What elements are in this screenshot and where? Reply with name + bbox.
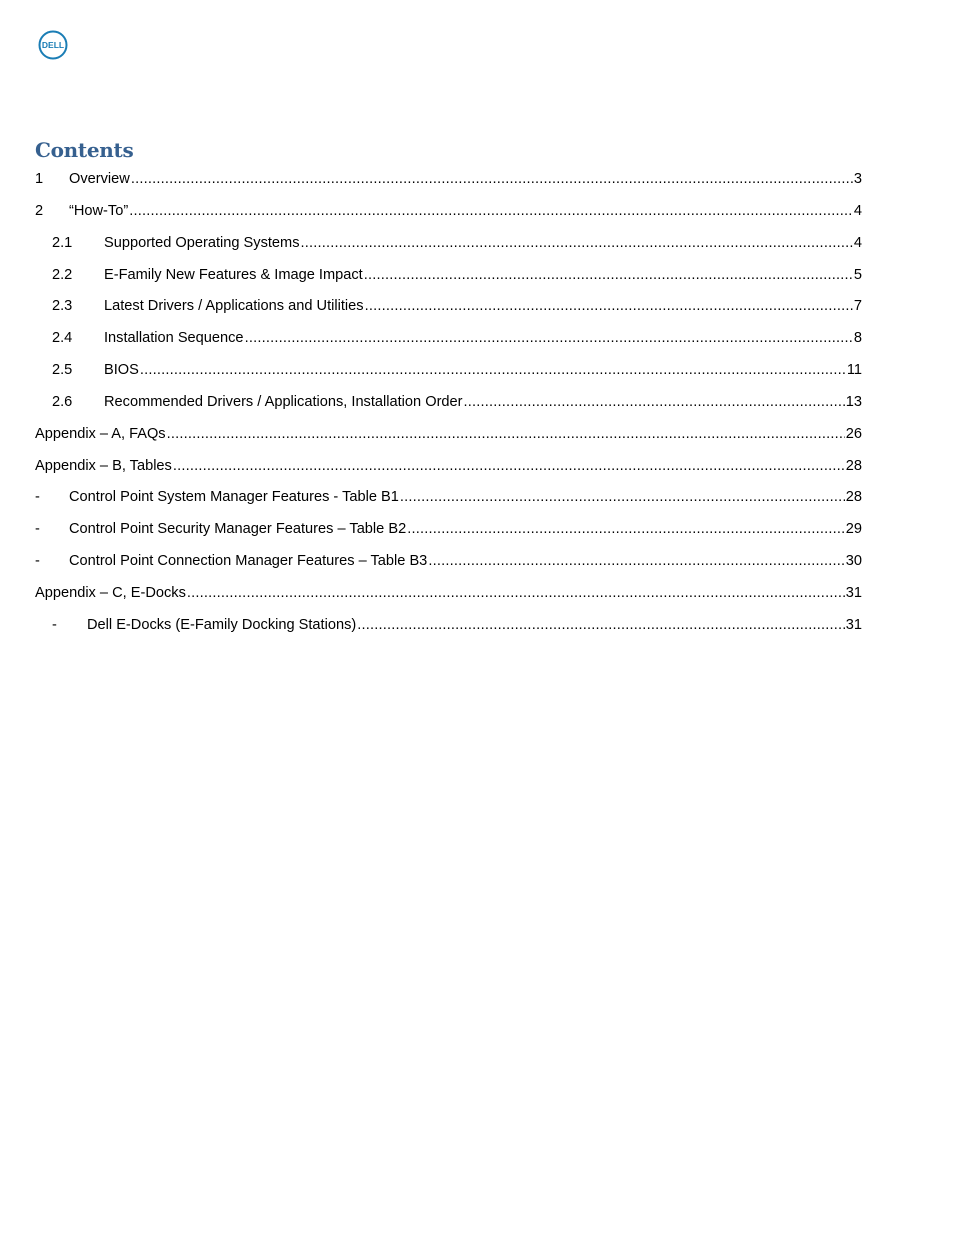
toc-entry-number: 2 [35,202,44,219]
toc-dot-leader [173,455,845,477]
toc-entry[interactable] [0,168,954,200]
toc-dot-leader [357,614,845,636]
toc-entry-page[interactable]: 4 [853,202,862,219]
toc-entry-title[interactable]: Recommended Drivers / Applications, Installation Order [104,393,463,410]
toc-dot-leader [428,550,844,572]
toc-entry-title[interactable]: Dell E-Docks (E-Family Docking Stations) [87,616,357,633]
toc-entry-title[interactable]: Appendix – A, FAQs [35,425,166,442]
toc-entry[interactable] [0,423,954,455]
toc-entry-number: 2.1 [52,234,73,251]
toc-entry[interactable] [0,200,954,232]
toc-entry-page[interactable]: 30 [845,553,862,570]
toc-entry-title[interactable]: Appendix – C, E-Docks [35,584,186,601]
toc-entry-page[interactable]: 7 [853,298,862,315]
toc-entry-title[interactable]: Control Point Connection Manager Features – Table B3 [69,553,428,570]
toc-entry[interactable] [0,264,954,296]
toc-entry-number: 1 [35,171,44,187]
toc-entry-page[interactable]: 8 [853,330,862,347]
toc-entry-title[interactable]: E-Family New Features & Image Impact [104,266,363,283]
toc-entry[interactable] [0,550,954,582]
toc-entry-page[interactable]: 28 [845,489,862,506]
toc-entry-title[interactable]: BIOS [104,362,139,379]
toc-entry[interactable] [0,486,954,518]
toc-entry-number: 2.6 [52,393,73,410]
toc-dot-leader [464,391,845,413]
toc-entry[interactable] [0,232,954,264]
toc-entry-number: - [35,489,40,506]
toc-entry-page[interactable]: 3 [853,171,862,187]
toc-entry-page[interactable]: 29 [845,521,862,538]
toc-entry-page[interactable]: 28 [845,457,862,474]
toc-entry-number: 2.3 [52,298,73,315]
toc-entry-title[interactable]: Appendix – B, Tables [35,457,172,474]
toc-entry-page[interactable]: 26 [845,425,862,442]
toc-entry-title[interactable]: Overview [69,171,130,187]
toc-dot-leader [167,423,845,445]
toc-entry[interactable] [0,455,954,487]
toc-dot-leader [364,264,853,286]
toc-entry-page[interactable]: 11 [846,362,862,379]
toc-entry[interactable] [0,295,954,327]
dell-logo-icon [38,30,68,60]
toc-entry-number: 2.5 [52,362,73,379]
toc-entry-number: 2.4 [52,330,73,347]
toc-dot-leader [301,232,853,254]
toc-dot-leader [245,327,853,349]
toc-dot-leader [129,200,853,222]
dell-logo [38,30,68,60]
table-of-contents [0,168,954,646]
toc-dot-leader [407,518,845,540]
toc-entry[interactable] [0,518,954,550]
toc-entry-page[interactable]: 5 [853,266,862,283]
toc-entry-title[interactable]: “How-To” [69,202,129,219]
toc-entry-page[interactable]: 13 [845,393,862,410]
logo-text: DELL [41,40,65,51]
toc-entry-number: - [35,521,40,538]
toc-entry[interactable] [0,614,954,646]
toc-entry[interactable] [0,582,954,614]
toc-entry-number: 2.2 [52,266,73,283]
toc-dot-leader [131,168,853,190]
toc-entry-title[interactable]: Latest Drivers / Applications and Utilities [104,298,364,315]
toc-entry[interactable] [0,391,954,423]
toc-entry-title[interactable]: Control Point System Manager Features - Table B1 [69,489,399,506]
toc-entry-number: - [35,553,40,570]
toc-dot-leader [140,359,846,381]
toc-dot-leader [365,295,853,317]
toc-entry-page[interactable]: 4 [853,234,862,251]
toc-entry-title[interactable]: Installation Sequence [104,330,244,347]
toc-entry[interactable] [0,359,954,391]
toc-entry-title[interactable]: Supported Operating Systems [104,234,300,251]
toc-entry-page[interactable]: 31 [845,584,862,601]
toc-entry-number: - [52,616,57,633]
toc-entry[interactable] [0,327,954,359]
toc-dot-leader [187,582,845,604]
toc-entry-title[interactable]: Control Point Security Manager Features – Table B2 [69,521,407,538]
toc-dot-leader [400,486,845,508]
page-title: Contents [35,138,134,162]
toc-entry-page[interactable]: 31 [845,616,862,633]
